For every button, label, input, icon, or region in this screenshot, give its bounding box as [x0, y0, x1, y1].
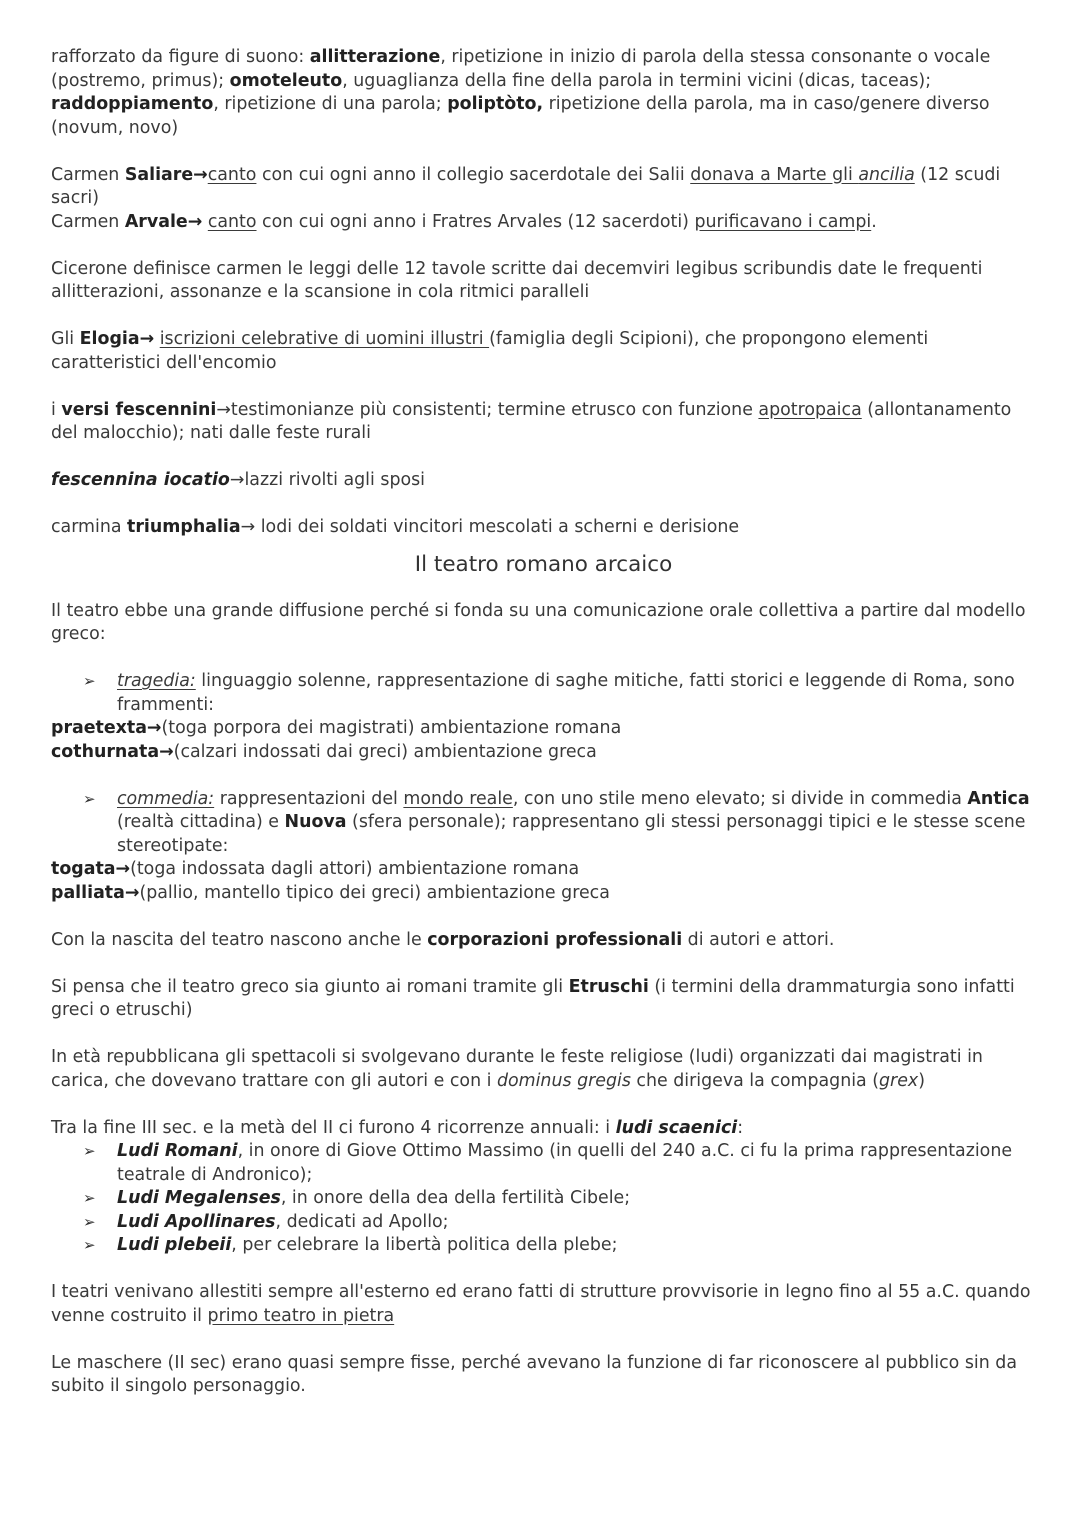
text: →testimonianze più consistenti; termine etrusco con funzione — [216, 399, 759, 420]
paragraph-elogia — [51, 328, 1036, 375]
term-ludi: Ludi Apollinares — [117, 1211, 276, 1232]
list-item — [51, 1187, 1036, 1211]
underlined-text: apotropaica — [758, 399, 862, 420]
paragraph-intro: Il teatro ebbe una grande diffusione perché si fonda su una comunicazione orale collettiva a partire dal modello greco: — [51, 600, 1026, 644]
term-fescennina-iocatio: fescennina iocatio — [51, 470, 230, 490]
list-item — [51, 1140, 1036, 1187]
text: ) — [918, 1070, 925, 1091]
term-ludi: Ludi plebeii — [117, 1235, 232, 1255]
term-allitterazione: allitterazione — [309, 47, 441, 67]
text: . — [871, 211, 877, 232]
list-item — [51, 1234, 1036, 1258]
term-togata: togata→ — [51, 859, 131, 879]
text: In età repubblicana gli spettacoli si svolgevano durante le feste religiose (ludi) organizzati dai magistrati in carica, che dovevano trattare con gli autori e con i — [51, 1047, 983, 1091]
line-cothurnata — [51, 741, 1036, 765]
text: , per celebrare la libertà politica della plebe; — [231, 1235, 618, 1255]
text: rafforzato da figure di suono: — [51, 47, 310, 67]
text: con cui ogni anno il collegio sacerdotale dei Salii — [256, 164, 691, 185]
text: , in onore di Giove Ottimo Massimo (in quelli del 240 a.C. ci fu la prima rappresentazione teatrale di Andronico); — [117, 1141, 1013, 1185]
underlined-text: canto — [207, 164, 257, 185]
arrow-bullet-icon: ➢ — [83, 1236, 96, 1254]
text: Con la nascita del teatro nascono anche le — [51, 929, 428, 950]
list-item-commedia — [51, 788, 1036, 859]
term-omoteleuto: omoteleuto — [229, 70, 343, 91]
text: di autori e attori. — [682, 929, 835, 950]
text: (calzari indossati dai greci) ambientazione greca — [173, 741, 597, 762]
text: (realtà cittadina) e — [117, 812, 285, 832]
term-commedia: commedia: — [117, 788, 215, 809]
italic-term: grex — [879, 1070, 919, 1091]
paragraph-figure-di-suono — [51, 46, 1036, 140]
bullet-list-tragedia — [51, 670, 1036, 717]
underlined-text — [690, 165, 915, 185]
term-poliptoto: poliptòto, — [447, 94, 544, 114]
list-item-tragedia — [51, 670, 1036, 717]
text: con cui ogni anno i Fratres Arvales (12 sacerdoti) — [256, 211, 695, 232]
underlined-text: canto — [207, 211, 257, 232]
text: , in onore della dea della fertilità Cibele; — [280, 1188, 631, 1208]
paragraph-triumphalia — [51, 516, 1036, 540]
paragraph-carmen-arvale — [51, 211, 1036, 235]
text: : — [737, 1117, 744, 1138]
term-antica: Antica — [967, 788, 1030, 809]
text: linguaggio solenne, rappresentazione di saghe mitiche, fatti storici e leggende di Roma, sono frammenti: — [117, 671, 1015, 715]
underlined-text: primo teatro in pietra — [207, 1305, 395, 1326]
arrow-bullet-icon: ➢ — [83, 1142, 96, 1160]
term-ludi-scaenici: ludi scaenici — [615, 1117, 738, 1138]
text: che dirigeva la compagnia ( — [630, 1070, 880, 1091]
text: donava a Marte gli — [690, 164, 859, 185]
term-saliare: Saliare→ — [124, 164, 208, 185]
document-page — [51, 46, 1036, 1399]
text: (i termini della drammaturgia sono infatti greci o etruschi) — [51, 976, 1015, 1020]
text: I teatri venivano allestiti sempre all'esterno ed erano fatti di strutture provvisorie in legno fino al 55 a.C. quando venne costruito il — [51, 1282, 1031, 1326]
paragraph-corporazioni — [51, 929, 1036, 953]
text: i — [51, 399, 62, 420]
paragraph-carmen-saliare — [51, 164, 1036, 211]
text: → lodi dei soldati vincitori mescolati a scherni e derisione — [240, 517, 740, 537]
arrow-bullet-icon: ➢ — [83, 1212, 96, 1231]
text: Carmen — [51, 211, 125, 232]
arrow-bullet-icon: ➢ — [83, 672, 96, 690]
term-versi-fescennini: versi fescennini — [61, 399, 217, 420]
text: Si pensa che il teatro greco sia giunto ai romani tramite gli — [51, 976, 569, 997]
text: (famiglia degli Scipioni), che propongono elementi caratteristici dell'encomio — [51, 329, 929, 373]
bullet-list-commedia — [51, 788, 1036, 859]
text: (sfera personale); rappresentano gli stessi personaggi tipici e le stesse scene stereotipate: — [117, 812, 1026, 856]
paragraph-maschere: Le maschere (II sec) erano quasi sempre fisse, perché avevano la funzione di far riconoscere al pubblico sin da subito il singolo personaggio. — [51, 1352, 1017, 1396]
term-etruschi: Etruschi — [568, 976, 649, 997]
section-heading: Il teatro romano arcaico — [414, 551, 673, 577]
line-praetexta — [51, 717, 1036, 741]
italic-term: ancilia — [858, 164, 915, 185]
underlined-text: iscrizioni celebrative di uomini illustri — [159, 329, 490, 349]
term-arvale: Arvale→ — [124, 211, 203, 232]
underlined-text: purificavano i campi — [694, 211, 872, 232]
text: , ripetizione in inizio di parola della stessa consonante o vocale (postremo, primus); — [51, 47, 991, 91]
text: (toga porpora dei magistrati) ambientazione romana — [161, 718, 622, 738]
text: , con uno stile meno elevato; si divide in commedia — [512, 788, 968, 809]
text: ripetizione della parola, ma in caso/genere diverso (novum, novo) — [51, 94, 990, 138]
term-raddoppiamento: raddoppiamento — [51, 94, 214, 114]
text: , ripetizione di una parola; — [213, 94, 448, 114]
list-item — [51, 1211, 1036, 1235]
arrow-bullet-icon: ➢ — [83, 789, 96, 808]
text: (pallio, mantello tipico dei greci) ambientazione greca — [139, 882, 610, 903]
text: carmina — [51, 517, 128, 537]
paragraph-eta-repubblicana — [51, 1046, 1036, 1093]
underlined-text: mondo reale — [403, 788, 513, 809]
text: rappresentazioni del — [214, 788, 404, 809]
bullet-list-ludi — [51, 1140, 1036, 1258]
paragraph-ludi-intro — [51, 1117, 1036, 1141]
term-nuova: Nuova — [284, 812, 347, 832]
text: →lazzi rivolti agli sposi — [229, 470, 426, 490]
text: (allontanamento del malocchio); nati dalle feste rurali — [51, 399, 1012, 443]
text: Gli — [51, 329, 80, 349]
term-ludi: Ludi Romani — [117, 1141, 238, 1161]
arrow-bullet-icon: ➢ — [83, 1189, 96, 1207]
line-palliata — [51, 882, 1036, 906]
term-triumphalia: triumphalia — [127, 517, 241, 537]
term-corporazioni: corporazioni professionali — [427, 929, 683, 950]
text: , uguaglianza della fine della parola in termini vicini (dicas, taceas); — [342, 70, 932, 91]
term-cothurnata: cothurnata→ — [51, 741, 174, 762]
italic-term: dominus gregis — [496, 1070, 631, 1091]
term-praetexta: praetexta→ — [51, 718, 162, 738]
text: , dedicati ad Apollo; — [275, 1211, 449, 1232]
term-elogia: Elogia→ — [79, 329, 155, 349]
term-ludi: Ludi Megalenses — [117, 1188, 281, 1208]
text: (12 scudi sacri) — [51, 164, 1001, 208]
text: Carmen — [51, 164, 125, 185]
paragraph-fescennina-iocatio — [51, 469, 1036, 493]
line-togata — [51, 858, 1036, 882]
paragraph-etruschi — [51, 976, 1036, 1023]
term-tragedia: tragedia: — [117, 671, 196, 691]
paragraph-versi-fescennini — [51, 399, 1036, 446]
term-palliata: palliata→ — [51, 882, 140, 903]
paragraph-teatri — [51, 1281, 1036, 1328]
text: (toga indossata dagli attori) ambientazione romana — [130, 859, 580, 879]
paragraph-cicerone: Cicerone definisce carmen le leggi delle 12 tavole scritte dai decemviri legibus scribundis date le frequenti allitterazioni, assonanze e la scansione in cola ritmici paralleli — [51, 258, 983, 302]
text: Tra la fine III sec. e la metà del II ci furono 4 ricorrenze annuali: i — [51, 1117, 616, 1138]
